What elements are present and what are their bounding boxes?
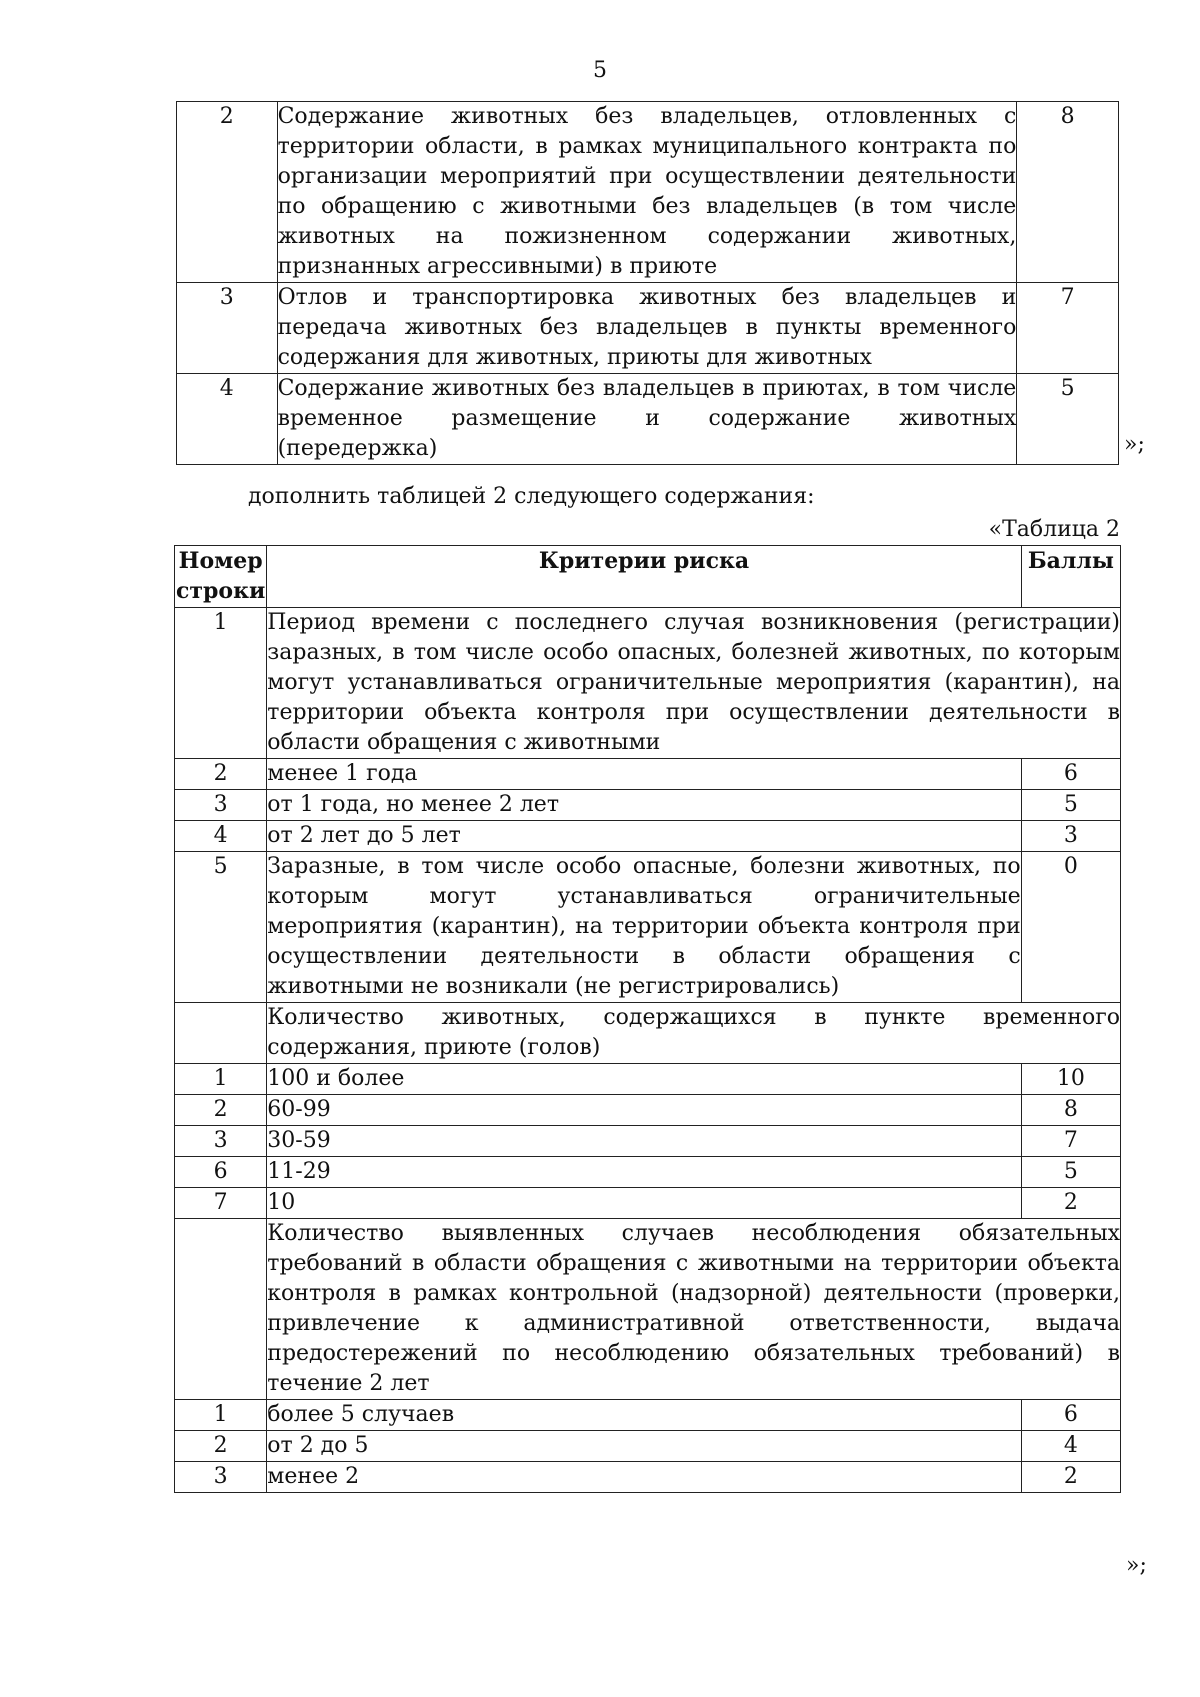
row-text: от 1 года, но менее 2 лет [267,790,1021,821]
table-row [177,283,1119,374]
row-points: 8 [1021,1095,1120,1126]
table-2 [174,545,1121,1493]
row-points: 5 [1021,1157,1120,1188]
row-text: 100 и более [267,1064,1021,1095]
row-text: Отлов и транспортировка животных без владельцев и передача животных без владельцев в пункты временного содержания для животных, приюты для животных [277,283,1017,374]
row-number: 2 [177,102,278,283]
row-text: 30-59 [267,1126,1021,1157]
header-points: Баллы [1021,546,1120,608]
row-number: 4 [177,374,278,465]
row-points: 7 [1017,283,1119,374]
table-2-closing-mark: »; [1126,1553,1147,1578]
row-number: 2 [175,1095,267,1126]
row-text: 60-99 [267,1095,1021,1126]
row-text: от 2 лет до 5 лет [267,821,1021,852]
row-points: 10 [1021,1064,1120,1095]
table-row [175,1157,1121,1188]
table-row [175,1064,1121,1095]
header-criteria: Критерии риска [267,546,1021,608]
row-points: 2 [1021,1462,1120,1493]
section-1-heading: Период времени с последнего случая возникновения (регистрации) заразных, в том числе особо опасных, болезней животных, по которым могут устанавливаться ограничительные мероприятия (карантин), на территории объекта контроля при осуществлении деятельности в области обращения с животными [267,608,1121,759]
row-number: 1 [175,1400,267,1431]
page-number: 5 [593,58,607,83]
row-points: 7 [1021,1126,1120,1157]
table-1-closing-mark: »; [1124,432,1145,457]
row-points: 3 [1021,821,1120,852]
table-row [177,374,1119,465]
row-text: менее 2 [267,1462,1021,1493]
row-text: 10 [267,1188,1021,1219]
row-number: 4 [175,821,267,852]
table-row [175,759,1121,790]
table-row [175,1431,1121,1462]
table-2-caption: «Таблица 2 [988,517,1120,542]
row-text: более 5 случаев [267,1400,1021,1431]
row-number: 3 [175,1462,267,1493]
row-number-empty [175,1003,267,1064]
table-header-row [175,546,1121,608]
table-row [175,821,1121,852]
row-number-empty [175,1219,267,1400]
table-row [175,1400,1121,1431]
row-number: 3 [175,790,267,821]
row-number: 2 [175,1431,267,1462]
table-row [175,790,1121,821]
row-points: 6 [1021,1400,1120,1431]
row-text: Заразные, в том числе особо опасные, болезни животных, по которым могут устанавливаться ограничительные мероприятия (карантин), на территории объекта контроля при осуществлении деятельности в области обращения с животными не возникали (не регистрировались) [267,852,1021,1003]
row-points: 6 [1021,759,1120,790]
row-text: 11-29 [267,1157,1021,1188]
row-points: 8 [1017,102,1119,283]
row-number: 3 [177,283,278,374]
row-number: 7 [175,1188,267,1219]
row-number: 2 [175,759,267,790]
table-row [175,852,1121,1003]
row-number: 6 [175,1157,267,1188]
row-text: Содержание животных без владельцев в приютах, в том числе временное размещение и содержание животных (передержка) [277,374,1017,465]
section-heading-row [175,608,1121,759]
intro-text: дополнить таблицей 2 следующего содержания: [248,484,815,509]
row-points: 2 [1021,1188,1120,1219]
row-text: менее 1 года [267,759,1021,790]
row-points: 5 [1021,790,1120,821]
row-number: 5 [175,852,267,1003]
row-points: 5 [1017,374,1119,465]
table-row [175,1126,1121,1157]
row-text: от 2 до 5 [267,1431,1021,1462]
row-number: 1 [175,608,267,759]
section-2-heading: Количество животных, содержащихся в пункте временного содержания, приюте (голов) [267,1003,1121,1064]
table-row [175,1095,1121,1126]
header-row-number: Номер строки [175,546,267,608]
row-number: 3 [175,1126,267,1157]
table-row [175,1462,1121,1493]
section-3-heading: Количество выявленных случаев несоблюдения обязательных требований в области обращения с животными на территории объекта контроля в рамках контрольной (надзорной) деятельности (проверки, привлечение к административной ответственности, выдача предостережений по несоблюдению обязательных требований) в течение 2 лет [267,1219,1121,1400]
row-text: Содержание животных без владельцев, отловленных с территории области, в рамках муниципального контракта по организации мероприятий при осуществлении деятельности по обращению с животными без владельцев (в том числе животных на пожизненном содержании животных, признанных агрессивными) в приюте [277,102,1017,283]
row-number: 1 [175,1064,267,1095]
section-heading-row [175,1219,1121,1400]
table-row [175,1188,1121,1219]
row-points: 0 [1021,852,1120,1003]
table-row [177,102,1119,283]
table-1-continuation [176,101,1119,465]
row-points: 4 [1021,1431,1120,1462]
section-heading-row [175,1003,1121,1064]
